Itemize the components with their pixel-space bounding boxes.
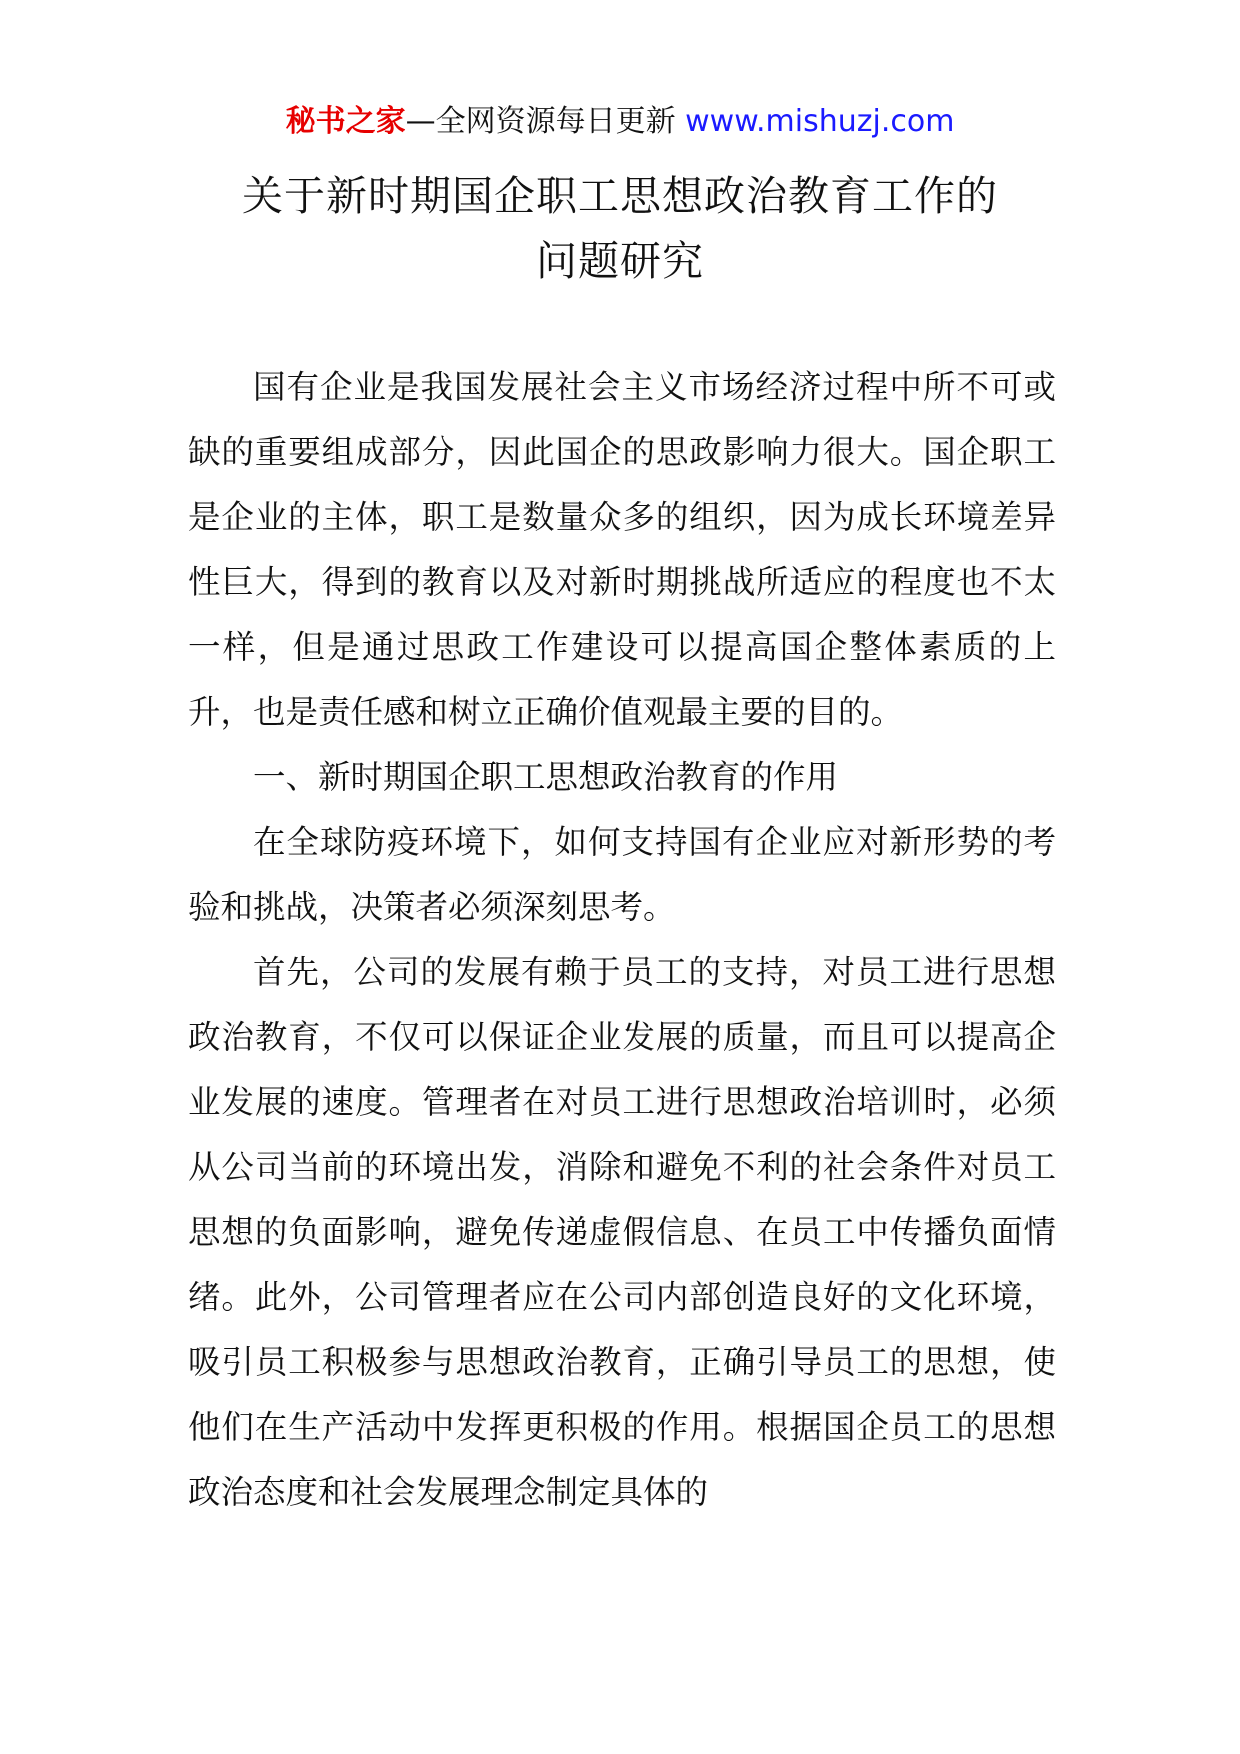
title-line-2: 问题研究 xyxy=(536,237,704,285)
site-tagline: —全网资源每日更新 xyxy=(405,104,676,139)
site-url-link[interactable]: www.mishuzj.com xyxy=(685,104,955,139)
document-title xyxy=(190,164,1050,294)
paragraph-section1-first: 首先，公司的发展有赖于员工的支持，对员工进行思想政治教育，不仅可以保证企业发展的质量，而且可以提高企业发展的速度。管理者在对员工进行思想政治培训时，必须从公司当前的环境出发，消除和避免不利的社会条件对员工思想的负面影响，避免传递虚假信息、在员工中传播负面情绪。此外，公司管理者应在公司内部创造良好的文化环境，吸引员工积极参与思想政治教育，正确引导员工的思想，使他们在生产活动中发挥更积极的作用。根据国企员工的思想政治态度和社会发展理念制定具体的 xyxy=(188,953,1056,1511)
paragraph-section1-intro: 在全球防疫环境下，如何支持国有企业应对新形势的考验和挑战，决策者必须深刻思考。 xyxy=(188,823,1056,926)
document-body xyxy=(188,355,1056,1525)
title-line-1: 关于新时期国企职工思想政治教育工作的 xyxy=(242,172,998,220)
site-header xyxy=(0,102,1240,142)
paragraph-intro: 国有企业是我国发展社会主义市场经济过程中所不可或缺的重要组成部分，因此国企的思政影响力很大。国企职工是企业的主体，职工是数量众多的组织，因为成长环境差异性巨大，得到的教育以及对新时期挑战所适应的程度也不太一样，但是通过思政工作建设可以提高国企整体素质的上升，也是责任感和树立正确价值观最主要的目的。 xyxy=(188,368,1056,731)
brand-name: 秘书之家 xyxy=(285,104,406,139)
section-heading-1: 一、新时期国企职工思想政治教育的作用 xyxy=(253,758,839,796)
